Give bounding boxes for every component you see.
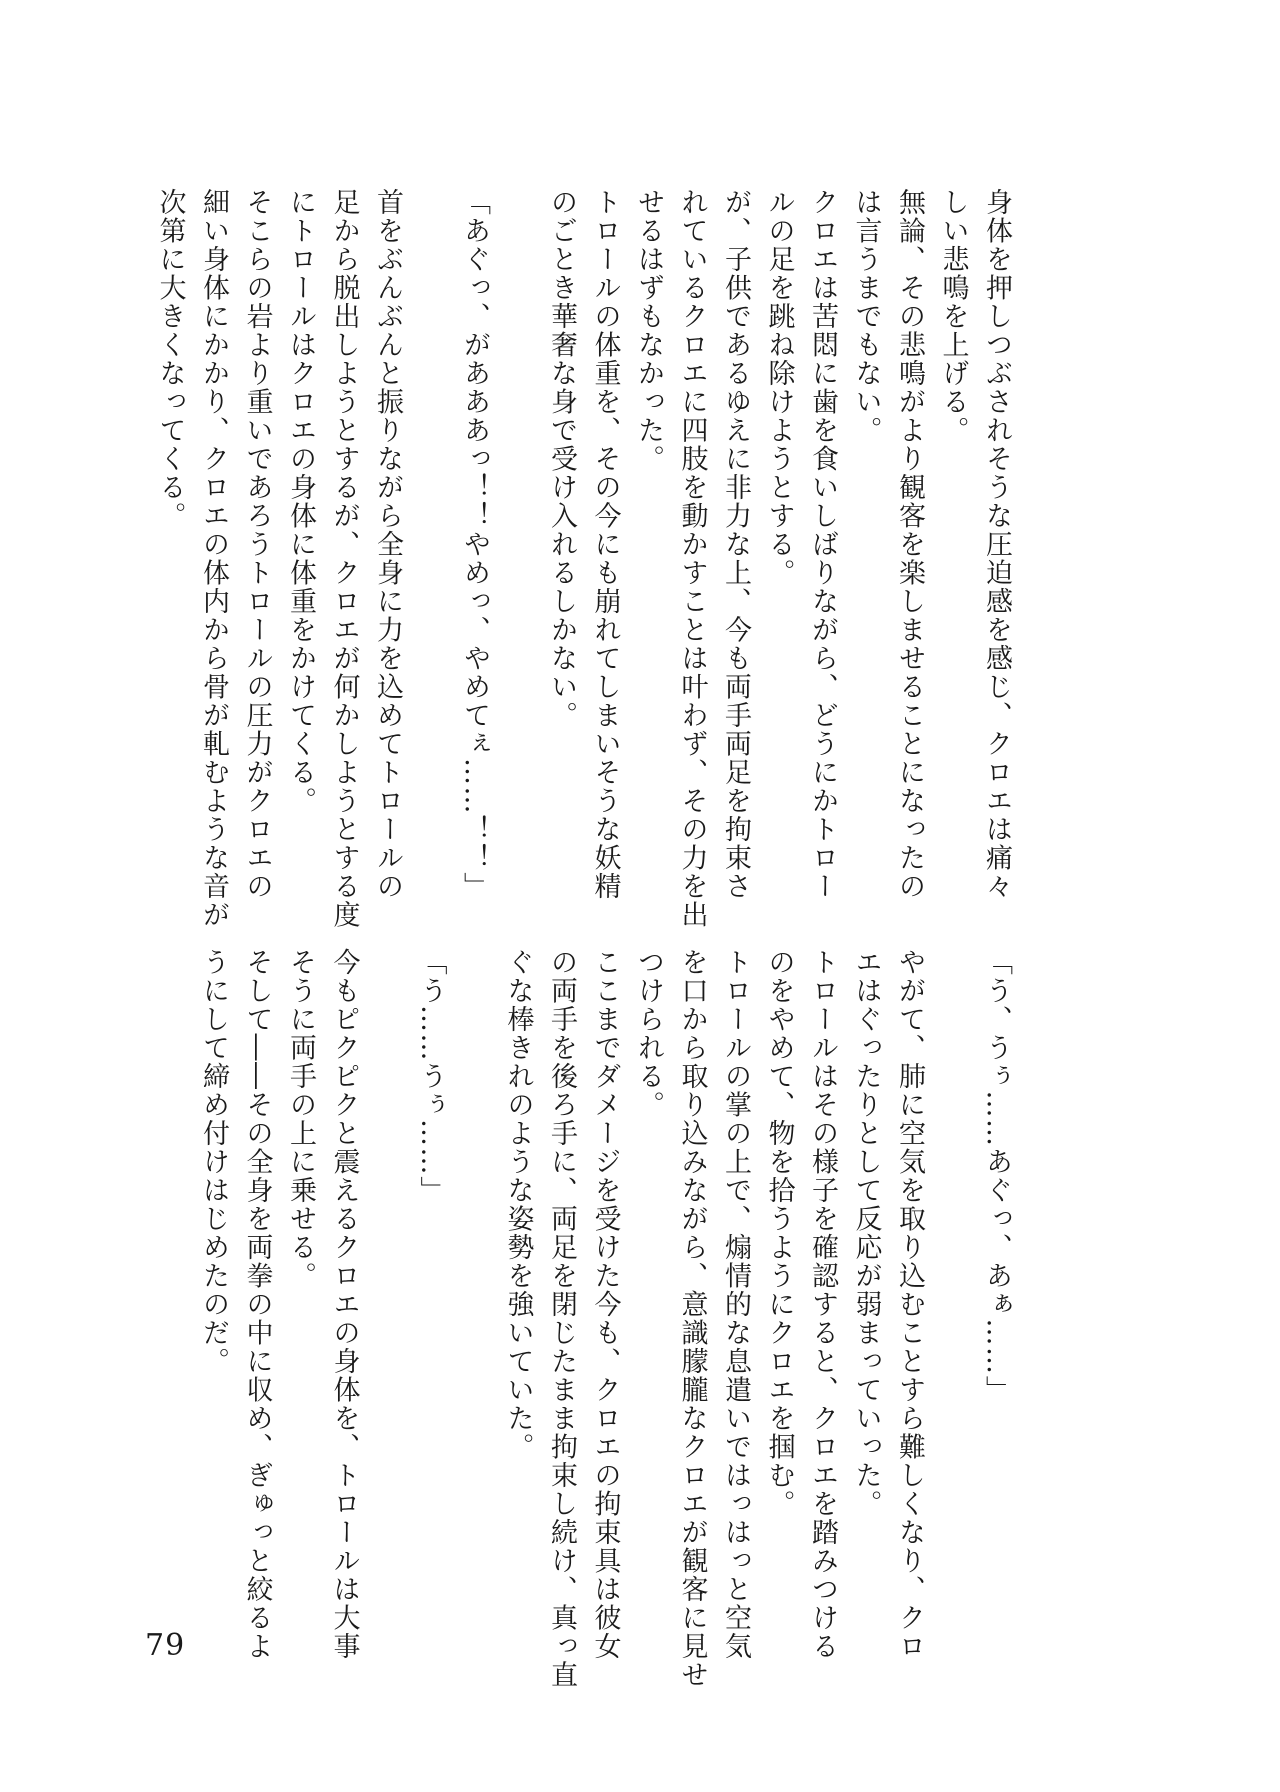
text-line: ぐな棒きれのような姿勢を強いていた。	[502, 948, 534, 1461]
text-line: を口から取り込みながら、意識朦朧なクロエが観客に見せ	[676, 948, 708, 1689]
text-line: トロールの体重を、その今にも崩れてしまいそうな妖精	[589, 188, 621, 901]
text-line: そこらの岩より重いであろうトロールの圧力がクロエの	[241, 188, 273, 901]
text-line: の両手を後ろ手に、両足を閉じたまま拘束し続け、真っ直	[546, 948, 577, 1689]
text-line: エはぐったりとして反応が弱まっていった。	[850, 948, 882, 1518]
text-line: 今もピクピクと震えるクロエの身体を、トロールは大事	[328, 948, 360, 1661]
text-line: そうに両手の上に乗せる。	[285, 948, 316, 1290]
blank-line	[453, 948, 497, 1508]
text-line: しい悲鳴を上げる。	[937, 188, 969, 445]
text-line: トロールはその様子を確認すると、クロエを踏みつける	[807, 948, 838, 1661]
text-line: 身体を押しつぶされそうな圧迫感を感じ、クロエは痛々	[981, 188, 1012, 901]
text-line: やがて、肺に空気を取り込むことすら難しくなり、クロ	[894, 948, 925, 1661]
text-line: にトロールはクロエの身体に体重をかけてくる。	[285, 188, 316, 815]
blank-line	[366, 948, 410, 1508]
text-line: のをやめて、物を拾うようにクロエを掴む。	[763, 948, 795, 1518]
text-line: 「う、うぅ……あぐっ、あぁ……」	[981, 948, 1012, 1404]
text-line: ここまでダメージを受けた今も、クロエの拘束具は彼女	[589, 948, 621, 1661]
blank-line	[931, 948, 975, 1508]
text-line: せるはずもなかった。	[633, 188, 664, 473]
text-line: 次第に大きくなってくる。	[154, 188, 186, 530]
text-line: ルの足を跳ね除けようとする。	[763, 188, 795, 587]
text-line: そして――その全身を両拳の中に収め、ぎゅっと絞るよ	[241, 948, 273, 1661]
text-line: 「う……うぅ……」	[415, 948, 447, 1205]
page-number: 79	[145, 1628, 186, 1663]
text-line: トロールの掌の上で、煽情的な息遣いではっはっと空気	[720, 948, 751, 1661]
text-line: 首をぶんぶんと振りながら全身に力を込めてトロールの	[372, 188, 403, 901]
text-line: 無論、その悲鳴がより観客を楽しませることになったの	[894, 188, 925, 901]
text-line: れているクロエに四肢を動かすことは叶わず、その力を出	[676, 188, 708, 929]
text-line: 足から脱出しようとするが、クロエが何かしようとする度	[328, 188, 360, 929]
text-line: は言うまでもない。	[850, 188, 882, 445]
text-line: うにして締め付けはじめたのだ。	[198, 948, 229, 1376]
text-line: 「あぐっ、があああっ！！やめっ、やめてぇ……！！」	[459, 188, 490, 901]
text-line: つけられる。	[633, 948, 664, 1119]
text-line: のごとき華奢な身で受け入れるしかない。	[546, 188, 577, 730]
text-line: 細い身体にかかり、クロエの体内から骨が軋むような音が	[198, 188, 229, 929]
blank-line	[496, 188, 540, 908]
blank-line	[409, 188, 453, 908]
text-block-upper	[138, 188, 1018, 929]
text-line: クロエは苦悶に歯を食いしばりながら、どうにかトロー	[807, 188, 838, 901]
text-line: が、子供であるゆえに非力な上、今も両手両足を拘束さ	[720, 188, 751, 901]
